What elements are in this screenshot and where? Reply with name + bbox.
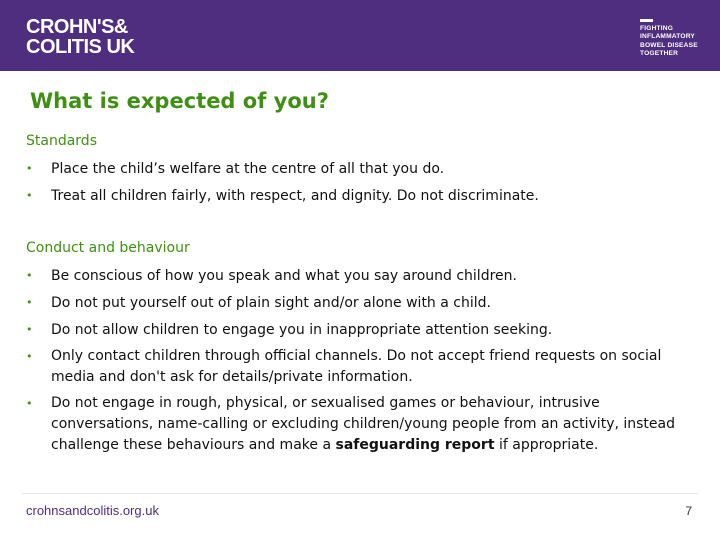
standards-list — [26, 158, 706, 212]
tagline-line-3: BOWEL DISEASE — [640, 41, 698, 49]
conduct-heading: Conduct and behaviour — [26, 240, 190, 256]
footer-website-link[interactable]: crohnsandcolitis.org.uk — [26, 503, 159, 518]
conduct-list — [26, 265, 706, 461]
header-banner — [0, 0, 720, 71]
bullet-icon: • — [26, 397, 33, 410]
bullet-icon: • — [26, 296, 33, 309]
page-number: 7 — [685, 504, 692, 518]
list-item — [26, 393, 706, 456]
bullet-icon: • — [26, 189, 33, 202]
list-item-text: Only contact children through official channels. Do not accept friend requests on social media and don't ask for details/private information. — [51, 348, 662, 385]
list-item-text: Be conscious of how you speak and what you say around children. — [51, 268, 517, 284]
bullet-icon: • — [26, 269, 33, 282]
list-item — [26, 319, 706, 341]
logo-line-1: CROHN'S& — [26, 16, 128, 38]
tagline — [640, 19, 698, 59]
list-item — [26, 265, 706, 287]
standards-heading: Standards — [26, 133, 97, 149]
list-item-text: Treat all children fairly, with respect, and dignity. Do not discriminate. — [51, 188, 539, 204]
list-item-text-end: if appropriate. — [494, 437, 599, 453]
safeguarding-report-emphasis: safeguarding report — [335, 437, 495, 453]
list-item — [26, 158, 706, 180]
list-item-text: Place the child’s welfare at the centre of all that you do. — [51, 161, 445, 177]
list-item-text: Do not engage in rough, physical, or sexualised games or behaviour, intrusive conversations, name-calling or excluding children/young people from an activity, instead challenge these behaviours and make a — [51, 395, 675, 453]
tagline-bar — [640, 19, 653, 22]
logo-line-2: COLITIS UK — [26, 36, 135, 58]
page-title: What is expected of you? — [30, 89, 329, 113]
list-item — [26, 346, 706, 388]
list-item-text: Do not allow children to engage you in inappropriate attention seeking. — [51, 322, 553, 338]
crohns-colitis-logo[interactable] — [26, 17, 134, 57]
list-item-text: Do not put yourself out of plain sight and/or alone with a child. — [51, 295, 491, 311]
list-item — [26, 292, 706, 314]
tagline-line-1: FIGHTING — [640, 25, 674, 32]
footer-divider — [22, 493, 698, 494]
bullet-icon: • — [26, 162, 33, 175]
bullet-icon: • — [26, 323, 33, 336]
tagline-line-2: INFLAMMATORY — [640, 33, 696, 41]
list-item — [26, 185, 706, 207]
tagline-line-4: TOGETHER — [640, 50, 679, 58]
bullet-icon: • — [26, 350, 33, 363]
